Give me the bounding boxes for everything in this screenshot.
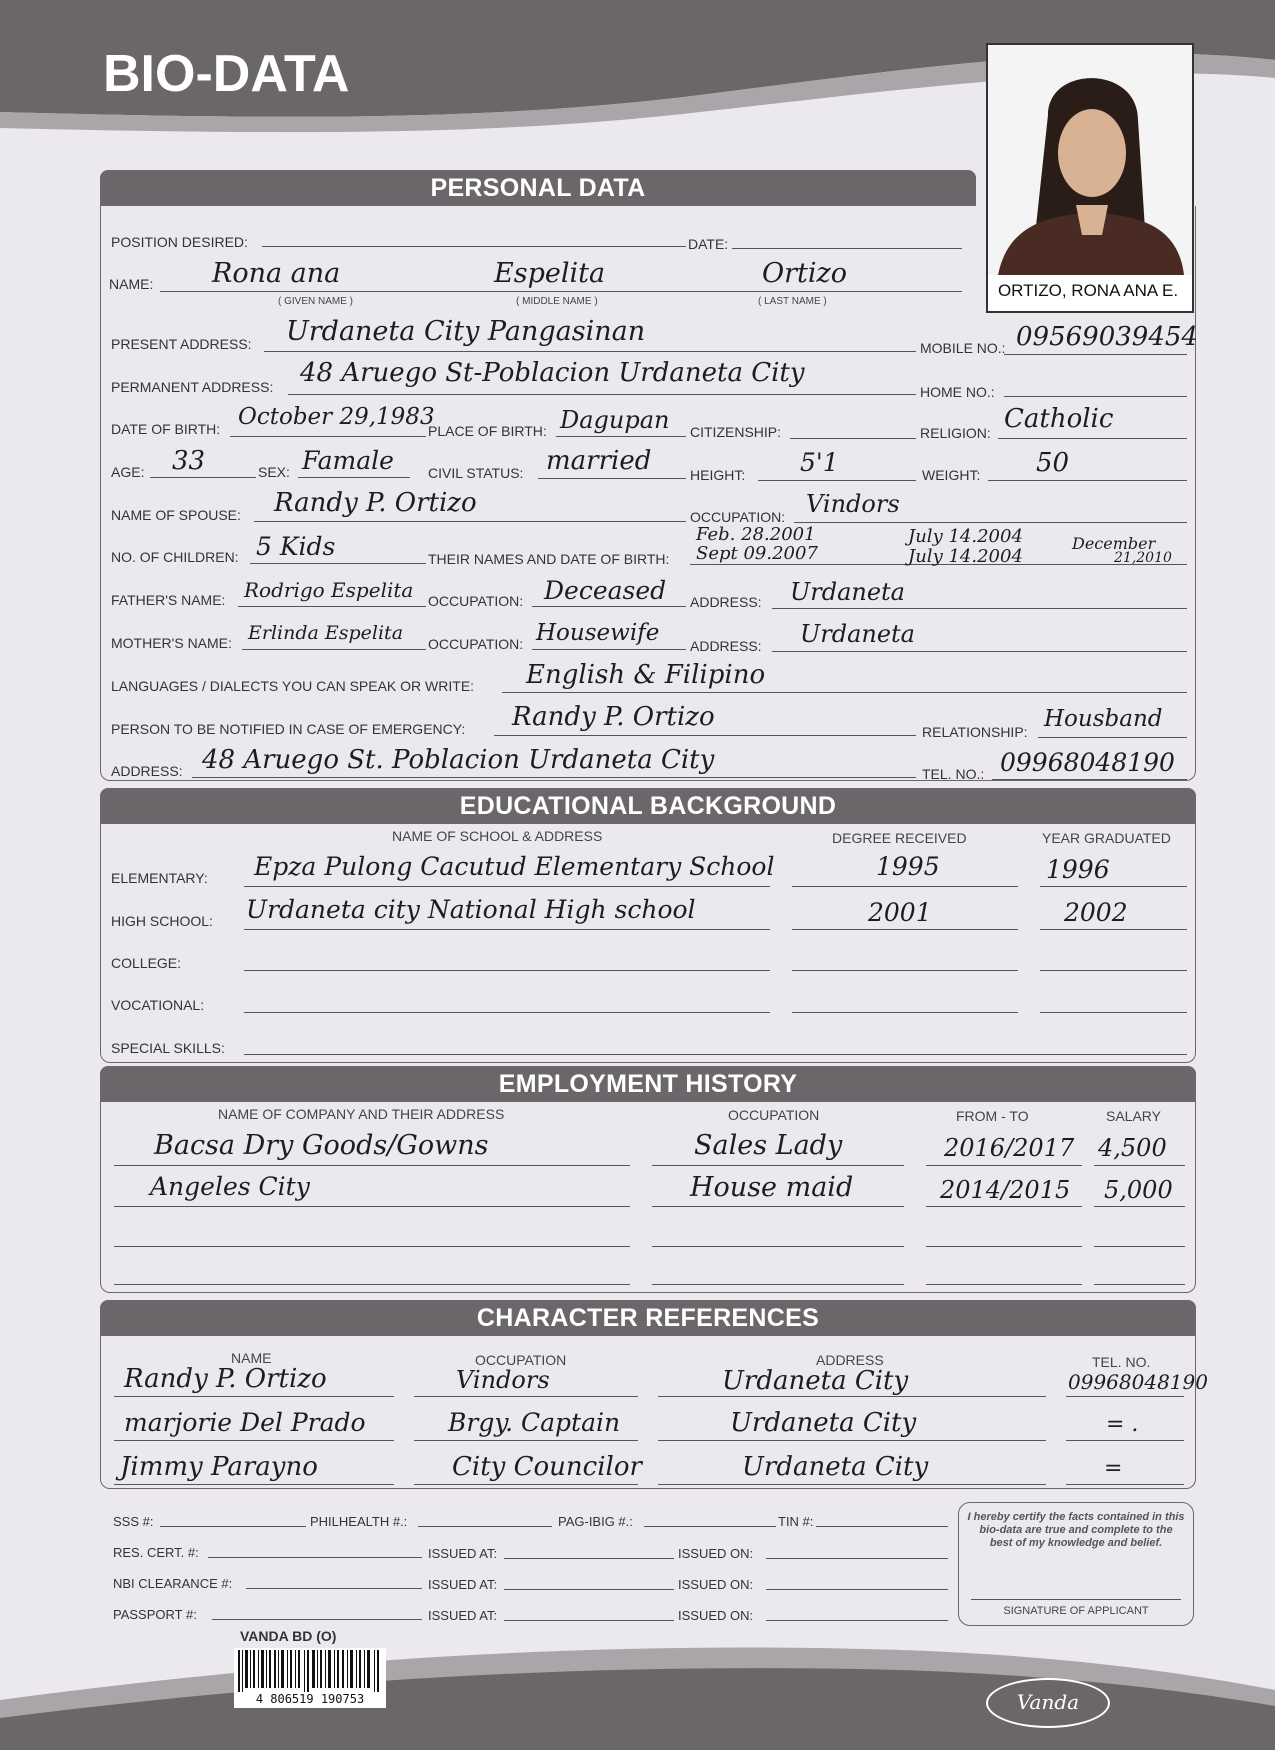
pagibig-field[interactable] [644, 1526, 776, 1527]
age-label: AGE: [111, 464, 145, 480]
children-label: NO. OF CHILDREN: [111, 549, 239, 565]
page-title: BIO-DATA [103, 45, 350, 103]
employment-salary-line[interactable] [1094, 1165, 1185, 1166]
mother-field[interactable] [242, 649, 426, 650]
highschool-year-field[interactable] [1040, 929, 1187, 930]
personal-data-box [100, 206, 1196, 781]
philhealth-label: PHILHEALTH #.: [310, 1514, 408, 1529]
philhealth-field[interactable] [418, 1526, 552, 1527]
father-address-field[interactable] [772, 608, 1187, 609]
dob-value: October 29,1983 [238, 404, 435, 430]
education-row-label: VOCATIONAL: [111, 997, 205, 1013]
given-name-sublabel: ( GIVEN NAME ) [278, 296, 354, 307]
emergency-label: PERSON TO BE NOTIFIED IN CASE OF EMERGENCY: [111, 721, 466, 737]
employment-occupation-line[interactable] [652, 1206, 904, 1207]
position-field[interactable] [262, 246, 686, 247]
civil-status-field[interactable] [538, 478, 686, 479]
child4-value: July 14.2004 [908, 546, 1023, 567]
rescert-issued-at-field[interactable] [504, 1558, 674, 1559]
permanent-address-field[interactable] [288, 394, 916, 395]
mobile-field[interactable] [1004, 354, 1187, 355]
emergency-address-field[interactable] [192, 777, 916, 778]
child2-value: Sept 09.2007 [696, 543, 818, 564]
child1-value: Feb. 28.2001 [696, 524, 816, 545]
father-field[interactable] [238, 606, 426, 607]
relationship-label: RELATIONSHIP: [922, 724, 1028, 740]
father-occupation-value: Deceased [544, 576, 667, 605]
reference-occupation-value: Brgy. Captain [448, 1408, 621, 1437]
civil-status-value: married [546, 446, 652, 476]
date-field[interactable] [732, 248, 962, 249]
photo-caption: ORTIZO, RONA ANA E. [997, 281, 1179, 300]
mother-occupation-field[interactable] [532, 649, 686, 650]
barcode-bars [234, 1648, 386, 1692]
employment-occupation-line[interactable] [652, 1165, 904, 1166]
employment-salary-line[interactable] [1094, 1206, 1185, 1207]
highschool-school-value: Urdaneta city National High school [246, 895, 696, 924]
elementary-year-value: 1996 [1046, 855, 1110, 884]
brand-name: Vanda [1016, 1690, 1080, 1714]
reference-tel-value: = . [1106, 1412, 1139, 1437]
permanent-address-label: PERMANENT ADDRESS: [111, 379, 274, 395]
civil-status-label: CIVIL STATUS: [428, 465, 524, 481]
employment-company-line[interactable] [114, 1284, 630, 1285]
name-field[interactable] [160, 291, 962, 292]
languages-value: English & Filipino [526, 660, 766, 690]
barcode [234, 1648, 386, 1708]
emergency-value: Randy P. Ortizo [512, 702, 715, 732]
rescert-issued-on-field[interactable] [766, 1558, 948, 1559]
languages-label: LANGUAGES / DIALECTS YOU CAN SPEAK OR WRITE: [111, 678, 475, 694]
product-code: VANDA BD (O) [240, 1628, 337, 1644]
employment-period-value: 2014/2015 [940, 1176, 1071, 1204]
employment-company-line[interactable] [114, 1246, 630, 1247]
father-address-value: Urdaneta [790, 578, 905, 606]
employment-company-value: Bacsa Dry Goods/Gowns [154, 1130, 489, 1161]
spouse-field[interactable] [254, 521, 686, 522]
rescert-issued-at-label: ISSUED AT: [428, 1546, 498, 1561]
mobile-label: MOBILE NO.: [920, 340, 1006, 356]
employment-col-occupation: OCCUPATION [728, 1107, 820, 1123]
education-col-school: NAME OF SCHOOL & ADDRESS [392, 828, 603, 844]
college-year-field[interactable] [1040, 970, 1187, 971]
given-name-value: Rona ana [212, 258, 341, 289]
reference-tel-value: = [1104, 1456, 1123, 1481]
employment-period-line[interactable] [926, 1284, 1082, 1285]
mother-address-label: ADDRESS: [690, 638, 762, 654]
employment-period-line[interactable] [926, 1206, 1082, 1207]
employment-salary-value: 5,000 [1104, 1176, 1173, 1204]
employment-header: EMPLOYMENT HISTORY [100, 1066, 1196, 1102]
nbi-label: NBI CLEARANCE #: [113, 1576, 233, 1591]
reference-occupation-value: Vindors [456, 1366, 550, 1394]
highschool-year-value: 2002 [1064, 898, 1128, 927]
elementary-degree-value: 1995 [876, 852, 940, 881]
father-value: Rodrigo Espelita [244, 578, 414, 602]
reference-name-value: Jimmy Parayno [120, 1452, 318, 1482]
sex-label: SEX: [258, 464, 290, 480]
middle-name-sublabel: ( MIDDLE NAME ) [516, 296, 598, 307]
employment-col-salary: SALARY [1106, 1108, 1161, 1124]
relationship-value: Housband [1044, 706, 1163, 732]
mother-value: Erlinda Espelita [248, 622, 404, 644]
mother-occupation-label: OCCUPATION: [428, 636, 524, 652]
references-header: CHARACTER REFERENCES [100, 1300, 1196, 1336]
present-address-field[interactable] [264, 351, 916, 352]
spouse-label: NAME OF SPOUSE: [111, 507, 241, 523]
reference-tel-line[interactable] [1066, 1484, 1184, 1485]
employment-occupation-value: House maid [690, 1172, 854, 1203]
vocational-degree-field[interactable] [792, 1012, 1018, 1013]
languages-field[interactable] [502, 692, 1187, 693]
mother-occupation-value: Housewife [536, 620, 660, 646]
elementary-degree-field[interactable] [792, 886, 1018, 887]
highschool-school-field[interactable] [244, 929, 770, 930]
child3-value: July 14.2004 [908, 526, 1023, 547]
age-value: 33 [172, 446, 206, 476]
employment-col-period: FROM - TO [956, 1108, 1029, 1124]
education-row-label: ELEMENTARY: [111, 870, 208, 886]
nbi-issued-at-label: ISSUED AT: [428, 1577, 498, 1592]
reference-occupation-line[interactable] [414, 1396, 638, 1397]
passport-issued-at-field[interactable] [504, 1620, 674, 1621]
passport-issued-at-label: ISSUED AT: [428, 1608, 498, 1623]
reference-name-line[interactable] [114, 1440, 394, 1441]
sss-label: SSS #: [113, 1514, 154, 1529]
religion-value: Catholic [1004, 404, 1114, 434]
height-field[interactable] [758, 480, 916, 481]
employment-company-line[interactable] [114, 1165, 630, 1166]
highschool-degree-field[interactable] [792, 929, 1018, 930]
spouse-occupation-value: Vindors [806, 490, 900, 518]
nbi-field[interactable] [246, 1588, 422, 1589]
mother-address-value: Urdaneta [800, 620, 915, 648]
barcode-number: 4 806519 190753 [255, 1692, 365, 1706]
mobile-value: 09569039454 [1016, 322, 1198, 352]
tel-label: TEL. NO.: [922, 766, 985, 782]
child5-date-value: 21,2010 [1114, 550, 1172, 566]
date-label: DATE: [688, 236, 729, 252]
relationship-field[interactable] [1038, 737, 1187, 738]
father-occupation-label: OCCUPATION: [428, 593, 524, 609]
passport-field[interactable] [212, 1619, 422, 1620]
references-col-name: NAME [231, 1350, 272, 1366]
rescert-label: RES. CERT. #: [113, 1545, 199, 1560]
mother-label: MOTHER'S NAME: [111, 635, 232, 651]
reference-name-value: marjorie Del Prado [124, 1408, 366, 1437]
middle-name-value: Espelita [494, 258, 606, 289]
employment-col-company: NAME OF COMPANY AND THEIR ADDRESS [218, 1106, 505, 1122]
mother-address-field[interactable] [772, 651, 1187, 652]
employment-period-line[interactable] [926, 1165, 1082, 1166]
certification-box [958, 1502, 1194, 1626]
elementary-year-field[interactable] [1040, 886, 1187, 887]
references-col-tel: TEL. NO. [1092, 1354, 1151, 1370]
employment-company-line[interactable] [114, 1206, 630, 1207]
reference-tel-line[interactable] [1066, 1440, 1184, 1441]
education-header: EDUCATIONAL BACKGROUND [100, 788, 1196, 824]
reference-address-value: Urdaneta City [742, 1452, 929, 1482]
signature-line[interactable] [971, 1599, 1181, 1600]
reference-tel-value: 09968048190 [1068, 1370, 1208, 1394]
home-no-label: HOME NO.: [920, 384, 995, 400]
spouse-occupation-field[interactable] [794, 522, 1187, 523]
home-no-field[interactable] [1004, 396, 1187, 397]
tel-field[interactable] [992, 779, 1187, 780]
last-name-sublabel: ( LAST NAME ) [758, 296, 827, 307]
employment-occupation-line[interactable] [652, 1246, 904, 1247]
height-label: HEIGHT: [690, 467, 746, 483]
pagibig-label: PAG-IBIG #.: [558, 1514, 633, 1529]
highschool-degree-value: 2001 [868, 898, 932, 927]
reference-tel-line[interactable] [1066, 1396, 1184, 1397]
reference-occupation-value: City Councilor [452, 1452, 642, 1482]
elementary-school-value: Epza Pulong Cacutud Elementary School [254, 852, 775, 881]
weight-field[interactable] [988, 480, 1187, 481]
children-names-label: THEIR NAMES AND DATE OF BIRTH: [428, 551, 670, 567]
reference-address-line[interactable] [658, 1440, 1046, 1441]
college-degree-field[interactable] [792, 970, 1018, 971]
emergency-address-value: 48 Aruego St. Poblacion Urdaneta City [202, 745, 715, 775]
present-address-value: Urdaneta City Pangasinan [286, 316, 646, 347]
rescert-issued-on-label: ISSUED ON: [678, 1546, 754, 1561]
reference-address-line[interactable] [658, 1484, 1046, 1485]
employment-company-value: Angeles City [150, 1172, 310, 1201]
father-address-label: ADDRESS: [690, 594, 762, 610]
employment-salary-line[interactable] [1094, 1246, 1185, 1247]
passport-label: PASSPORT #: [113, 1607, 197, 1622]
pob-label: PLACE OF BIRTH: [428, 423, 547, 439]
employment-salary-value: 4,500 [1098, 1134, 1167, 1162]
employment-occupation-value: Sales Lady [694, 1130, 843, 1161]
references-col-address: ADDRESS [816, 1352, 884, 1368]
weight-value: 50 [1036, 448, 1070, 478]
pob-field[interactable] [556, 436, 686, 437]
reference-address-value: Urdaneta City [730, 1408, 917, 1438]
reference-name-line[interactable] [114, 1484, 394, 1485]
references-col-occupation: OCCUPATION [475, 1352, 567, 1368]
sss-field[interactable] [160, 1526, 306, 1527]
education-col-year: YEAR GRADUATED [1042, 830, 1171, 846]
religion-field[interactable] [998, 438, 1187, 439]
spouse-occupation-label: OCCUPATION: [690, 509, 786, 525]
nbi-issued-on-label: ISSUED ON: [678, 1577, 754, 1592]
dob-field[interactable] [230, 436, 426, 437]
rescert-field[interactable] [208, 1557, 422, 1558]
personal-data-header: PERSONAL DATA [100, 170, 976, 206]
employment-period-line[interactable] [926, 1246, 1082, 1247]
religion-label: RELIGION: [920, 425, 991, 441]
passport-issued-on-field[interactable] [766, 1620, 948, 1621]
special-skills-label: SPECIAL SKILLS: [111, 1040, 225, 1056]
reference-address-line[interactable] [658, 1396, 1046, 1397]
employment-salary-line[interactable] [1094, 1284, 1185, 1285]
certification-text: I hereby certify the facts contained in this bio-data are true and complete to the best of my knowledge and belief. [967, 1511, 1185, 1549]
age-field[interactable] [150, 477, 256, 478]
child5-value: December [1072, 534, 1156, 553]
vanda-logo [986, 1678, 1110, 1728]
elementary-school-field[interactable] [244, 886, 770, 887]
reference-name-line[interactable] [114, 1396, 394, 1397]
education-col-degree: DEGREE RECEIVED [832, 830, 967, 846]
weight-label: WEIGHT: [922, 467, 981, 483]
vocational-school-field[interactable] [244, 1012, 770, 1013]
tin-field[interactable] [816, 1526, 948, 1527]
passport-issued-on-label: ISSUED ON: [678, 1608, 754, 1623]
sex-field[interactable] [298, 477, 410, 478]
employment-occupation-line[interactable] [652, 1284, 904, 1285]
reference-address-value: Urdaneta City [722, 1366, 909, 1396]
nbi-issued-at-field[interactable] [504, 1589, 674, 1590]
education-row-label: HIGH SCHOOL: [111, 913, 213, 929]
spouse-value: Randy P. Ortizo [274, 488, 477, 518]
children-field[interactable] [250, 563, 426, 564]
emergency-address-label: ADDRESS: [111, 763, 183, 779]
special-skills-field[interactable] [244, 1054, 1187, 1055]
children-value: 5 Kids [256, 532, 336, 561]
tin-label: TIN #: [778, 1514, 814, 1529]
name-label: NAME: [109, 276, 154, 292]
employment-period-value: 2016/2017 [944, 1134, 1075, 1162]
last-name-value: Ortizo [762, 258, 848, 289]
reference-name-value: Randy P. Ortizo [124, 1364, 327, 1394]
permanent-address-value: 48 Aruego St-Poblacion Urdaneta City [300, 358, 805, 388]
father-label: FATHER'S NAME: [111, 592, 226, 608]
position-label: POSITION DESIRED: [111, 234, 248, 250]
dob-label: DATE OF BIRTH: [111, 421, 221, 437]
college-school-field[interactable] [244, 970, 770, 971]
height-value: 5'1 [800, 448, 839, 477]
signature-label: SIGNATURE OF APPLICANT [1003, 1605, 1149, 1617]
reference-occupation-line[interactable] [414, 1484, 638, 1485]
emergency-field[interactable] [494, 735, 916, 736]
reference-occupation-line[interactable] [414, 1440, 638, 1441]
citizenship-label: CITIZENSHIP: [690, 424, 782, 440]
citizenship-field[interactable] [790, 438, 916, 439]
present-address-label: PRESENT ADDRESS: [111, 336, 252, 352]
sex-value: Famale [302, 446, 394, 475]
nbi-issued-on-field[interactable] [766, 1589, 948, 1590]
pob-value: Dagupan [560, 406, 670, 434]
education-row-label: COLLEGE: [111, 955, 182, 971]
father-occupation-field[interactable] [532, 606, 686, 607]
tel-value: 09968048190 [1000, 748, 1175, 777]
vocational-year-field[interactable] [1040, 1012, 1187, 1013]
